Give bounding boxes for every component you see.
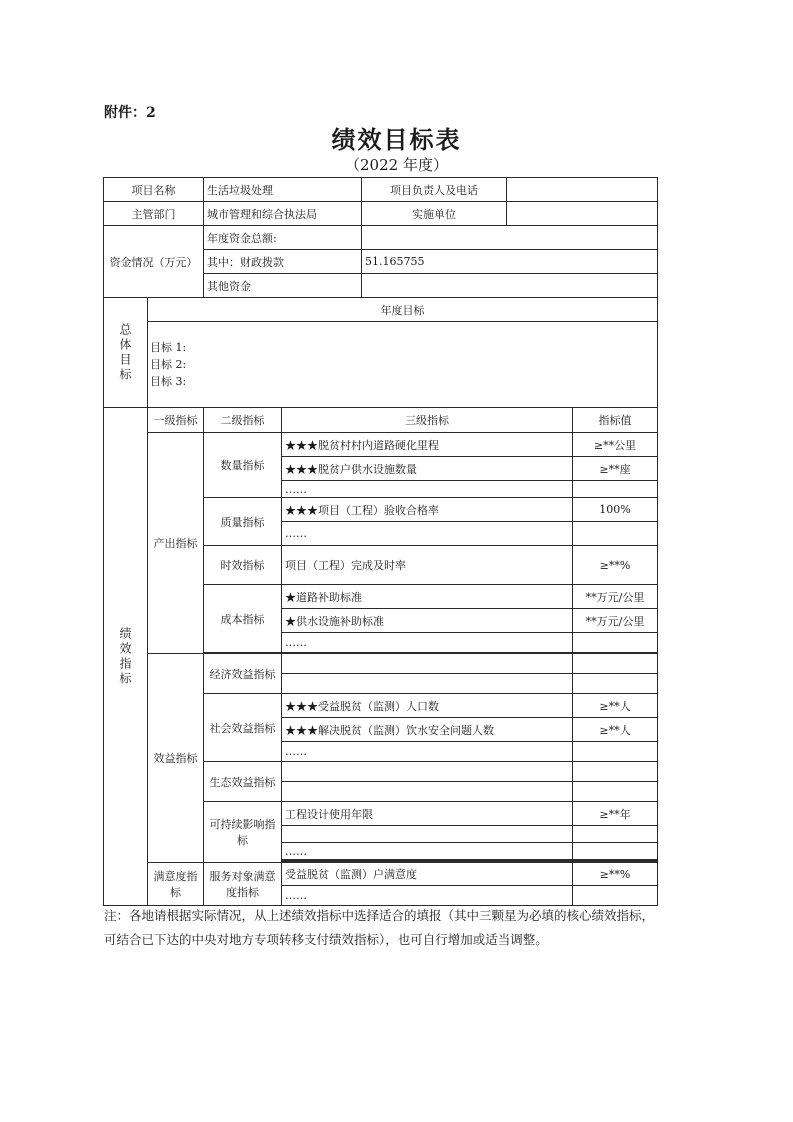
page-subtitle: （2022 年度） xyxy=(345,156,448,174)
indicator-value xyxy=(573,674,658,694)
indicator-name: ★★★项目（工程）验收合格率 xyxy=(282,498,573,522)
indicator-name: …… xyxy=(282,481,573,498)
service-satisfaction-label: 服务对象满意度指标 xyxy=(204,863,282,906)
table-row xyxy=(104,433,658,457)
project-owner-value xyxy=(507,178,658,202)
project-name-value: 生活垃圾处理 xyxy=(204,178,362,202)
funding-other-label: 其他资金 xyxy=(204,274,362,298)
department-row xyxy=(104,202,658,226)
indicator-value xyxy=(573,633,658,653)
indicator-name: ★★★脱贫村村内道路硬化里程 xyxy=(282,433,573,457)
implementing-unit-label: 实施单位 xyxy=(362,202,507,226)
annual-goal-header-row xyxy=(104,298,658,322)
indicator-name: ★供水设施补助标准 xyxy=(282,609,573,633)
table-row xyxy=(104,654,658,674)
indicator-name: ★★★解决脱贫（监测）饮水安全问题人数 xyxy=(282,718,573,742)
goals-cell xyxy=(148,322,658,408)
table-row xyxy=(104,863,658,886)
indicator-value: ≥**人 xyxy=(573,694,658,718)
indicator-name: ★★★受益脱贫（监测）人口数 xyxy=(282,694,573,718)
indicator-value xyxy=(573,742,658,762)
funding-fiscal-label: 其中：财政拨款 xyxy=(204,250,362,274)
indicator-value xyxy=(573,886,658,906)
indicator-name: ★★★脱贫户供水设施数量 xyxy=(282,457,573,481)
performance-indicator-label: 绩效指标 xyxy=(118,626,132,687)
sustainable-impact-label: 可持续影响指标 xyxy=(204,802,282,863)
col-level2-header: 二级指标 xyxy=(204,408,282,433)
indicator-value: ≥**公里 xyxy=(573,433,658,457)
indicator-name: 项目（工程）完成及时率 xyxy=(282,546,573,585)
overall-goal-label-cell xyxy=(104,298,148,408)
indicator-value: **万元/公里 xyxy=(573,609,658,633)
project-name-row xyxy=(104,178,658,202)
indicator-value xyxy=(573,654,658,674)
performance-indicator-label-cell xyxy=(104,408,148,906)
quality-indicator-label: 质量指标 xyxy=(204,498,282,546)
indicator-header-row xyxy=(104,408,658,433)
indicator-name: …… xyxy=(282,633,573,653)
indicator-name: 工程设计使用年限 xyxy=(282,802,573,826)
project-name-label: 项目名称 xyxy=(104,178,204,202)
ecological-benefit-label: 生态效益指标 xyxy=(204,762,282,802)
implementing-unit-value xyxy=(507,202,658,226)
indicator-name xyxy=(282,654,573,674)
overall-goal-label: 总体目标 xyxy=(118,322,132,383)
indicator-value: ≥**% xyxy=(573,546,658,585)
funding-fiscal-value: 51.165755 xyxy=(362,250,658,274)
funding-total-label: 年度资金总额: xyxy=(204,226,362,250)
indicator-value xyxy=(573,826,658,843)
indicator-value xyxy=(573,782,658,802)
indicator-value: **万元/公里 xyxy=(573,585,658,609)
indicator-value xyxy=(573,481,658,498)
funding-total-value xyxy=(362,226,658,250)
footnote: 注：各地请根据实际情况，从上述绩效指标中选择适合的填报（其中三颗星为必填的核心绩效指标，可结合已下达的中央对地方专项转移支付绩效指标），也可自行增加或适当调整。 xyxy=(104,908,655,947)
output-indicator-label: 产出指标 xyxy=(148,433,204,654)
indicator-name xyxy=(282,762,573,782)
indicator-value: ≥**人 xyxy=(573,718,658,742)
performance-target-table xyxy=(103,177,658,906)
indicator-value xyxy=(573,762,658,782)
indicator-value: ≥**% xyxy=(573,863,658,886)
project-owner-label: 项目负责人及电话 xyxy=(362,178,507,202)
indicator-name: …… xyxy=(282,522,573,546)
funding-other-value xyxy=(362,274,658,298)
annual-goal-label: 年度目标 xyxy=(148,298,658,322)
indicator-value: 100% xyxy=(573,498,658,522)
indicator-name: ★道路补助标准 xyxy=(282,585,573,609)
attachment-label: 附件：2 xyxy=(104,105,156,121)
indicator-name xyxy=(282,674,573,694)
funding-total-row xyxy=(104,226,658,250)
benefit-indicator-label: 效益指标 xyxy=(148,654,204,863)
col-value-header: 指标值 xyxy=(573,408,658,433)
indicator-value: ≥**年 xyxy=(573,802,658,826)
goal-3: 目标 3: xyxy=(150,375,187,388)
quantity-indicator-label: 数量指标 xyxy=(204,433,282,498)
indicator-value xyxy=(573,522,658,546)
indicator-name: …… xyxy=(282,843,573,860)
indicator-name: …… xyxy=(282,886,573,906)
goal-2: 目标 2: xyxy=(150,358,187,371)
economic-benefit-label: 经济效益指标 xyxy=(204,654,282,694)
department-label: 主管部门 xyxy=(104,202,204,226)
indicator-value: ≥**座 xyxy=(573,457,658,481)
department-value: 城市管理和综合执法局 xyxy=(204,202,362,226)
indicator-name xyxy=(282,782,573,802)
social-benefit-label: 社会效益指标 xyxy=(204,694,282,762)
indicator-value xyxy=(573,843,658,860)
indicator-name xyxy=(282,826,573,843)
indicator-name: 受益脱贫（监测）户满意度 xyxy=(282,863,573,886)
satisfaction-indicator-label: 满意度指标 xyxy=(148,863,204,906)
funding-label: 资金情况（万元） xyxy=(104,226,204,298)
indicator-name: …… xyxy=(282,742,573,762)
page-title: 绩效目标表 xyxy=(331,125,462,154)
goals-row xyxy=(104,322,658,408)
col-level1-header: 一级指标 xyxy=(148,408,204,433)
timeliness-indicator-label: 时效指标 xyxy=(204,546,282,585)
col-level3-header: 三级指标 xyxy=(282,408,573,433)
cost-indicator-label: 成本指标 xyxy=(204,585,282,653)
goal-1: 目标 1: xyxy=(150,341,187,354)
